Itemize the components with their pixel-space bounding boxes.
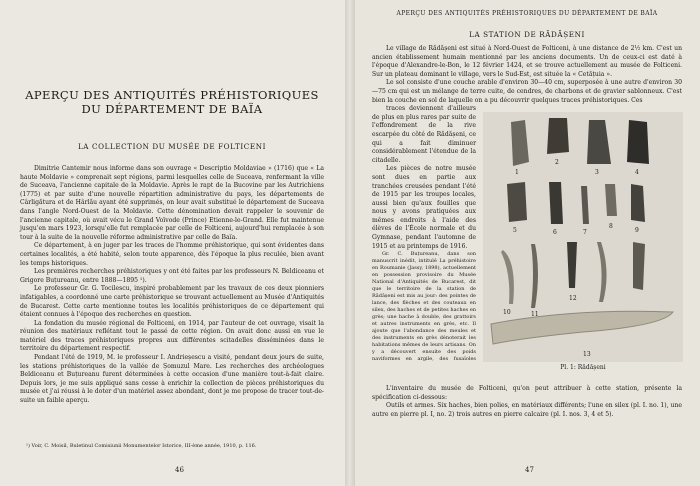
- right-bottom-body: [372, 385, 682, 419]
- plate-number: 8: [609, 223, 613, 230]
- plate-number: 7: [583, 229, 587, 236]
- page-number-left: 46: [175, 466, 184, 474]
- plate-number: 10: [503, 309, 511, 316]
- paragraph: Le professeur Gr. G. Tocilescu, inspiré probablement par les travaux de ces deux pionniers infatigables, a coordonné une carte préhistorique se trouvant actuellement au Musée d'Antiquités de Bucarest. Cette carte mentionne toutes les localités préhistoriques de ce département qui étaient connues à l'époque des recherches en question.: [20, 285, 324, 319]
- paragraph: Outils et armes. Six haches, bien polies, en matériaux différents; l'une en silex (pl. I. no. 1), une autre en pierre pl. I, no. 2) trois autres en pierre calcaire (pl. I. nos. 3, 4 et 5).: [372, 402, 682, 418]
- main-title: [20, 88, 324, 116]
- section-title-station: LA STATION DE RĂDĂȘENI: [469, 30, 585, 39]
- plate-number: 11: [531, 311, 539, 318]
- paragraph: Les premières recherches préhistoriques y ont été faites par les professeurs N. Beldiceanu et Grigore Buțureanu, entre 1888—1895 ¹).: [20, 268, 324, 284]
- footnote: ¹) Voir, C. Moisil, Buletinul Comisiunii Monumentelor Istorice, III-ème année, 1910, p. 116.: [26, 443, 257, 449]
- paragraph: Le village de Rădășeni est situé à Nord-Ouest de Folticeni, à une distance de 2½ km. C'est un ancien établissement humain mentionné par les anciens documents. Un de ceux-ci est daté à l'époque d'Alexandre-le-Bon, le 12 février 1424, et se trouve actuellement au musée de Folticeni. Sur un plateau dominant le village, vers le Sud-Est, est située la « Cetățuia ».: [372, 45, 682, 78]
- right-page: [350, 0, 700, 486]
- plate-number: 5: [513, 227, 517, 234]
- plate-caption: Pl. 1: Rădășeni: [560, 364, 606, 371]
- paragraph: Dimitrie Cantemir nous informe dans son ouvrage « Descriptio Moldaviae » (1716) que « La haute Moldavie » comprenait sept régions, parmi lesquelles celle de Suceava, renfermant la ville de Suceava, l'ancienne capitale de la Moldavie. Après le rapt de la Bucovine par les Autrichiens (1775) et par suite d'une nouvelle répartition administrative du pays, les départements de Cârligătura et de Hârlău ayant été supprimés, on leur avait substitué le département de Suceava dans l'angle Nord-Ouest de la Moldavie. Cette dénomination devait rappeler le souvenir de l'ancienne capitale, où avait vécu le Grand Voïvode (Prince) Etienne-le-Grand. Elle fut maintenue jusqu'en mars 1923, lorsqu'elle fut remplacée par celle de Folticeni, aujourd'hui remplacée à son tour à la suite de la nouvelle réforme administrative par celle de Baïa.: [20, 165, 324, 241]
- plate-number: 6: [553, 229, 557, 236]
- paragraph: Pendant l'été de 1919, M. le professeur I. Andrieșescu a visité, pendant deux jours de suite, les stations préhistoriques de la vallée de Șomuzul Mare. Les recherches des archéologues Beldiceanu et Buțureanu furent déterminées à cette occasion d'une manière tout-à-fait claire. Depuis lors, je me suis appliqué sans cesse à enrichir la collection de pièces préhistoriques du musée et j'ai réussi à le doter d'un matériel assez abondant, dont je me propose de tracer tout-de-suite un faible aperçu.: [20, 354, 324, 405]
- artifact-plate-photo: [483, 112, 683, 362]
- paragraph: Le sol consiste d'une couche arable d'environ 30—40 cm, superposée à une autre d'environ 30—75 cm qui est un mélange de terre cuite, de cendres, de charbons et de gravier sablonneux. C'est bien la couche en sol de laquelle on a pu découvrir quelques traces préhistoriques. Ces: [372, 79, 682, 104]
- wrap-column: [372, 105, 476, 363]
- paragraph: L'inventaire du musée de Folticeni, qu'on peut attribuer à cette station, présente la spécification ci-dessous:: [372, 385, 682, 401]
- plate-number: 1: [515, 169, 519, 176]
- small-paragraph: Gr. C. Buțureanu, dans son manuscrit inédit, intitulé La préhistoire en Roumanie (Jassy, 1898), actuellement en possession provisoire du Musée National d'Antiquités de Bucarest, dit que le territoire de la station de Rădășeni est mis au jour: des pointes de lance, des flèches et des couteaux en silex, des haches et de petites haches en grès; une hache à double, des grattoirs et autres instruments en grès, etc. Il ajoute que l'abondance des meules et des instruments en grès dénoterait les habitations mêmes de leurs artisans. On y a découvert ensuite des poids naviformes en argile, des fusaïoles: [372, 251, 476, 363]
- artifact-plate-illustration: [483, 112, 683, 362]
- page-number-right: 47: [525, 466, 534, 474]
- paragraph: La fondation du musée régional de Folticeni, en 1914, par l'auteur de cet ouvrage, visait la réunion des matériaux reflétant tout le passé de cette région. On avait donc aussi en vue le matériel des traces préhistoriques propres aux différentes scitadelles disséminées dans le territoire du département respectif.: [20, 319, 324, 353]
- plate-number: 4: [635, 169, 639, 176]
- plate-number: 12: [569, 295, 577, 302]
- paragraph: traces deviennent d'ailleurs de plus en plus rares par suite de l'effondrement de la rive escarpée du côté de Rădășeni, ce qui a fait diminuer considérablement l'étendue de la citadelle.: [372, 105, 476, 164]
- paragraph: Ce département, à en juger par les traces de l'homme préhistorique, qui sont évidentes dans certaines localités, a été habité, selon toute apparence, dès l'époque la plus reculée, bien avant les temps historiques.: [20, 242, 324, 267]
- running-head: APERÇU DES ANTIQUITÉS PRÉHISTORIQUES DU DÉPARTEMENT DE BAÏA: [396, 10, 658, 17]
- main-title-line-1: APERÇU DES ANTIQUITÉS PRÉHISTORIQUES: [25, 88, 319, 102]
- plate-number: 9: [635, 227, 639, 234]
- plate-number: 13: [583, 351, 591, 358]
- paragraph: Les pièces de notre musée sont dues en partie aux tranchées creusées pendant l'été de 1915 par les troupes locales, aussi bien qu'aux fouilles que nous y avons pratiquées aux mêmes endroits à l'aide des élèves de l'École normale et du Gymnase, pendant l'automne de 1915 et au printemps de 1916.: [372, 165, 476, 250]
- section-title-collection: LA COLLECTION DU MUSÉE DE FOLTICENI: [77, 142, 267, 151]
- book-gutter: [345, 0, 355, 486]
- main-title-line-2: DU DÉPARTEMENT DE BAÏA: [81, 102, 263, 116]
- plate-number: 2: [555, 159, 559, 166]
- left-body: [20, 165, 324, 406]
- plate-number: 3: [595, 169, 599, 176]
